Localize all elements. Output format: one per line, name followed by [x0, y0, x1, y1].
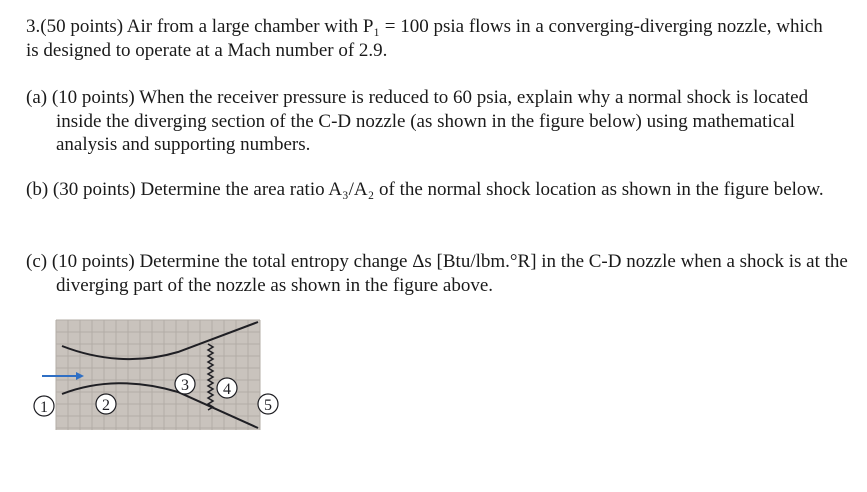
station-label-5: 5	[264, 397, 272, 414]
nozzle-figure	[28, 318, 272, 430]
station-marker-4	[217, 378, 237, 398]
graph-paper-background	[56, 320, 260, 430]
station-label-4: 4	[223, 381, 231, 398]
part-b-text: (b) (30 points) Determine the area ratio A₃/A₂ of the normal shock location as shown in the figure below.	[26, 179, 824, 200]
station-marker-1	[34, 396, 54, 416]
station-label-2: 2	[102, 397, 110, 414]
station-label-1: 1	[40, 399, 48, 416]
station-marker-2	[96, 394, 116, 414]
station-marker-3	[175, 374, 195, 394]
station-marker-5	[258, 394, 278, 414]
part-c-text: (c) (10 points) Determine the total entropy change Δs [Btu/lbm.°R] in the C-D nozzle when a shock is at the diverging part of the nozzle as shown in the figure above.	[26, 251, 848, 296]
station-label-3: 3	[181, 377, 189, 394]
nozzle-sketch	[28, 318, 272, 430]
problem-intro: 3.(50 points) Air from a large chamber with P₁ = 100 psia flows in a converging-diverging nozzle, which is designed to operate at a Mach number of 2.9.	[26, 16, 823, 61]
part-a-text: (a) (10 points) When the receiver pressure is reduced to 60 psia, explain why a normal shock is located inside the diverging section of the C-D nozzle (as shown in the figure below) using mathematical analysis and supporting numbers.	[26, 87, 809, 155]
